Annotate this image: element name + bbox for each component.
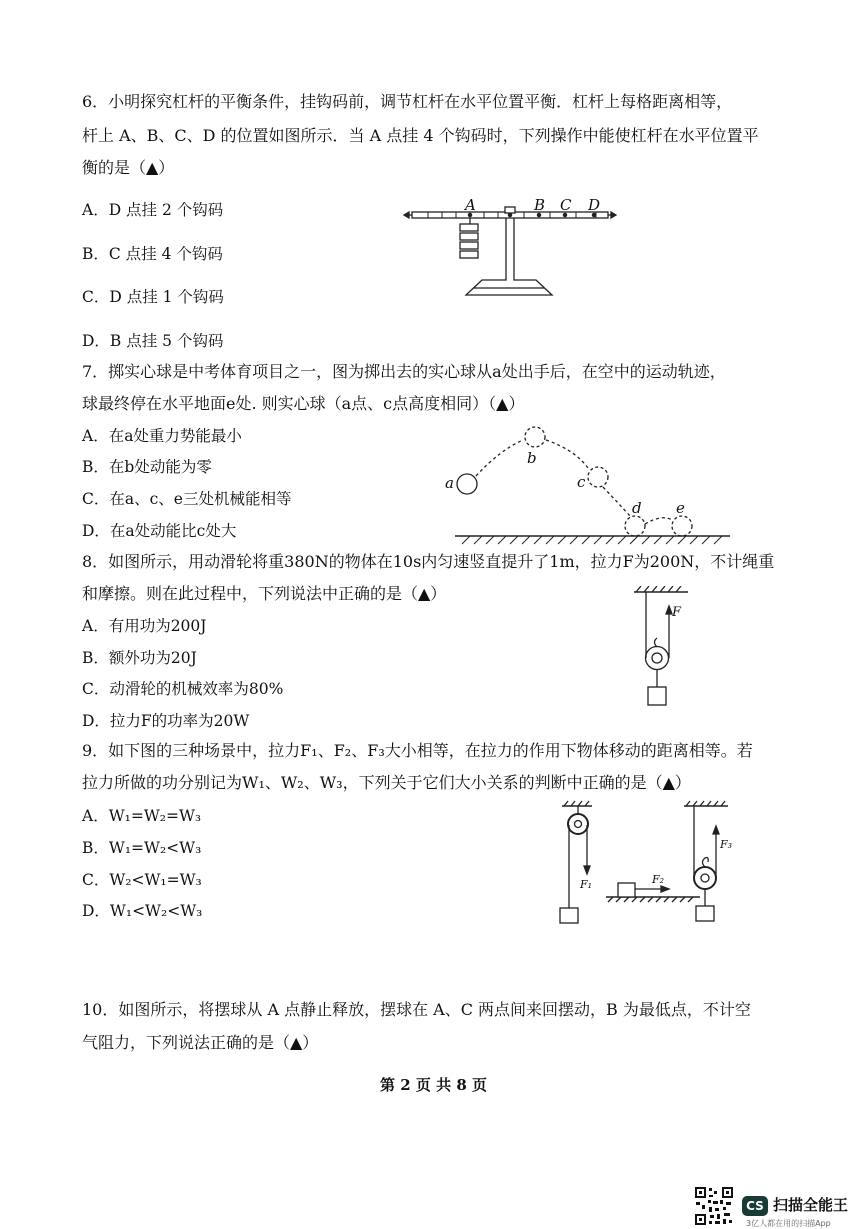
q8-option-a: A．有用功为200J: [82, 617, 207, 635]
q7-option-a: A．在a处重力势能最小: [82, 427, 242, 445]
q7-option-c: C．在a、c、e三处机械能相等: [82, 490, 292, 508]
q9-option-c: C．W₂<W₁=W₃: [82, 871, 202, 889]
q7-text-line2: 球最终停在水平地面e处. 则实心球（a点、c点高度相同）（▲）: [82, 394, 525, 413]
scanner-app-name: 扫描全能王: [773, 1196, 849, 1214]
q9-text-line2: 拉力所做的功分别记为W₁、W₂、W₃，下列关于它们大小关系的判断中正确的是（▲）: [82, 773, 691, 792]
q8-option-c: C．动滑轮的机械效率为80%: [82, 680, 284, 698]
lever-label-a: A: [465, 196, 476, 214]
scene-label-f3: F₃: [720, 838, 733, 851]
q9-option-d: D．W₁<W₂<W₃: [82, 902, 203, 920]
q9-option-b: B．W₁=W₂<W₃: [82, 839, 202, 857]
trajectory-label-a: a: [445, 474, 454, 492]
page-footer: 第 2 页 共 8 页: [380, 1076, 487, 1094]
q6-text-line2: 杆上 A、B、C、D 的位置如图所示．当 A 点挂 4 个钩码时，下列操作中能使杠杆在水平位置平: [82, 126, 759, 145]
q8-option-d: D．拉力F的功率为20W: [82, 712, 250, 730]
q6-text-line3: 衡的是（▲）: [82, 158, 175, 177]
q7-option-d: D．在a处动能比c处大: [82, 522, 237, 540]
pulley-label-f: F: [672, 605, 682, 620]
q8-text-line2: 和摩擦。则在此过程中，下列说法中正确的是（▲）: [82, 584, 447, 603]
lever-label-d: D: [588, 196, 601, 214]
q8-text-line1: 8．如图所示，用动滑轮将重380N的物体在10s内匀速竖直提升了1m，拉力F为200N，不计绳重: [82, 552, 775, 571]
q10-text-line1: 10．如图所示，将摆球从 A 点静止释放，摆球在 A、C 两点间来回摆动，B 为最低点，不计空: [82, 1000, 751, 1019]
q6-text-line1: 6．小明探究杠杆的平衡条件，挂钩码前，调节杠杆在水平位置平衡．杠杆上每格距离相等，: [82, 92, 733, 111]
q7-option-b: B．在b处动能为零: [82, 458, 212, 476]
lever-figure: [400, 192, 620, 304]
lever-label-c: C: [560, 196, 572, 214]
three-pulley-scenes-figure: [550, 800, 750, 930]
q6-option-c: C．D 点挂 1 个钩码: [82, 288, 224, 306]
trajectory-label-d: d: [632, 499, 642, 517]
scene-label-f2: F₂: [652, 873, 665, 886]
q10-text-line2: 气阻力，下列说法正确的是（▲）: [82, 1033, 319, 1052]
q6-option-a: A．D 点挂 2 个钩码: [82, 201, 224, 219]
qr-code-icon: [694, 1186, 734, 1226]
trajectory-label-c: c: [577, 473, 586, 491]
q6-option-b: B．C 点挂 4 个钩码: [82, 245, 223, 263]
q9-text-line1: 9．如下图的三种场景中，拉力F₁、F₂、F₃大小相等，在拉力的作用下物体移动的距离相等。若: [82, 741, 753, 760]
scanner-app-slogan: 3亿人都在用的扫描App: [746, 1219, 831, 1228]
q6-option-d: D．B 点挂 5 个钩码: [82, 332, 224, 350]
trajectory-label-b: b: [527, 449, 537, 467]
trajectory-label-e: e: [676, 499, 685, 517]
q9-option-a: A．W₁=W₂=W₃: [82, 807, 202, 825]
movable-pulley-figure: [626, 586, 696, 714]
scene-label-f1: F₁: [580, 878, 593, 891]
ball-trajectory-figure: [440, 420, 740, 550]
q8-option-b: B．额外功为20J: [82, 649, 197, 667]
lever-label-b: B: [534, 196, 546, 214]
q7-text-line1: 7．掷实心球是中考体育项目之一，图为掷出去的实心球从a处出手后，在空中的运动轨迹，: [82, 362, 726, 381]
scanner-logo-icon: CS: [742, 1196, 768, 1216]
